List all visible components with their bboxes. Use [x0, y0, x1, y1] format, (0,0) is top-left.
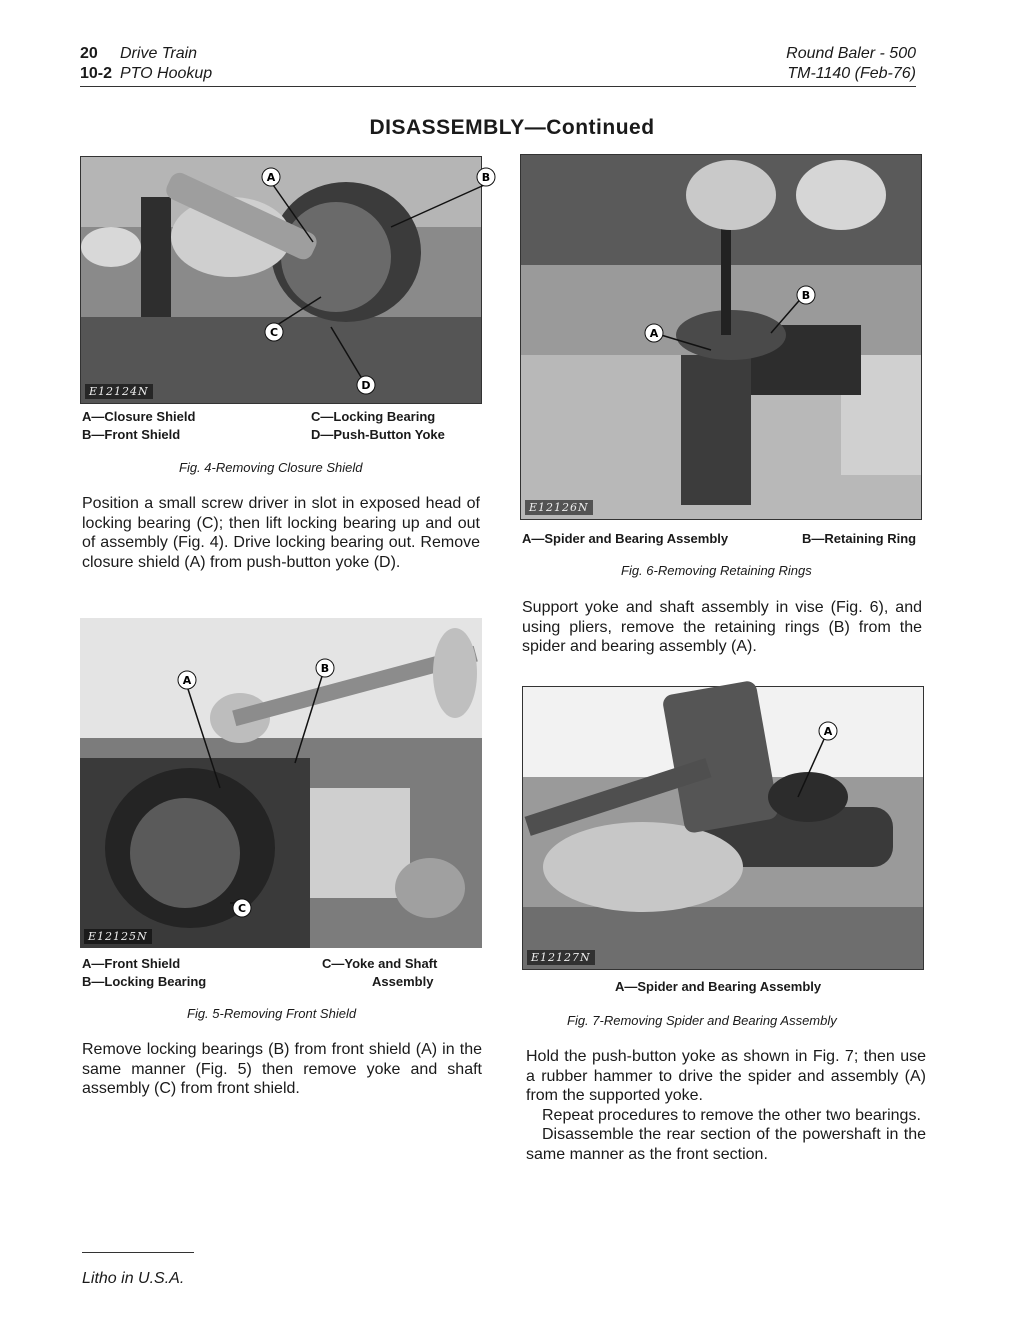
paragraph-6: Disassemble the rear section of the powershaft in the same manner as the front section.: [526, 1126, 926, 1163]
footer-litho: Litho in U.S.A.: [82, 1270, 185, 1287]
figure-6-legend-b: B—Retaining Ring: [802, 531, 917, 546]
callout-a: A: [823, 725, 833, 738]
figure-6-code: E12126N: [525, 500, 593, 515]
paragraph-5: Repeat procedures to remove the other two bearings.: [542, 1106, 921, 1124]
legend-item: B—Locking Bearing: [82, 974, 207, 989]
header-left: [80, 44, 212, 84]
figure-6-legend-a: A—Spider and Bearing Assembly: [522, 531, 729, 546]
footer-rule: [82, 1252, 194, 1253]
figure-7-code: E12127N: [527, 950, 595, 965]
figure-4-legend-right: [311, 408, 445, 444]
callout-b: B: [320, 662, 330, 675]
paragraph-text: Support yoke and shaft assembly in vise (Fig. 6), and using pliers, remove the retaining rings (B) from the spider and bearing assembly (A).: [522, 599, 922, 655]
section-name: Drive Train: [120, 45, 198, 62]
section-title: DISASSEMBLY—Continued: [369, 116, 655, 139]
callout-a: A: [649, 327, 659, 340]
callout-c: C: [237, 902, 247, 915]
legend-item: A—Front Shield: [82, 956, 181, 971]
callout-a: A: [266, 171, 276, 184]
callout-b: B: [481, 171, 491, 184]
callout-a: A: [182, 674, 192, 687]
figure-4-caption: Fig. 4-Removing Closure Shield: [179, 460, 363, 475]
figure-5-photo: [80, 618, 482, 948]
header-right: [786, 44, 916, 84]
legend-item: A—Closure Shield: [82, 409, 196, 424]
figure-5-code: E12125N: [84, 929, 152, 944]
page-number: 20: [80, 45, 98, 62]
paragraph-text: Position a small screw driver in slot in exposed head of locking bearing (C); then lift locking bearing up and out of assembly (Fig. 4). Drive locking bearing out. Remove closure shield (A) from push-button yoke (D).: [82, 495, 480, 571]
figure-6-photo: [520, 154, 922, 520]
figure-4-code: E12124N: [85, 384, 153, 399]
callout-b: B: [801, 289, 811, 302]
legend-item: D—Push-Button Yoke: [311, 427, 445, 442]
header-rule: [80, 86, 916, 87]
manual-id: TM-1140 (Feb-76): [787, 65, 916, 82]
figure-4-photo: [80, 156, 491, 404]
callout-d: D: [361, 379, 371, 392]
group-number: 10-2: [80, 65, 113, 82]
figure-7-caption: Fig. 7-Removing Spider and Bearing Assembly: [567, 1013, 837, 1028]
paragraph-3: [82, 1040, 482, 1099]
paragraph-group-right: [526, 1047, 926, 1164]
callout-c: C: [269, 326, 279, 339]
figure-7-legend-a: A—Spider and Bearing Assembly: [615, 979, 822, 994]
figure-6-caption: Fig. 6-Removing Retaining Rings: [621, 563, 812, 578]
legend-item: B—Front Shield: [82, 427, 181, 442]
figure-5-legend-left: [82, 955, 206, 991]
legend-item: C—Yoke and Shaft: [322, 956, 438, 971]
paragraph-4: Hold the push-button yoke as shown in Fig. 7; then use a rubber hammer to drive the spider and assembly (A) from the supported yoke.: [526, 1048, 926, 1104]
paragraph-2: [522, 598, 922, 657]
legend-item: Assembly: [372, 974, 434, 989]
figure-5-caption: Fig. 5-Removing Front Shield: [187, 1006, 357, 1021]
paragraph-1: [82, 494, 480, 572]
machine-name: Round Baler - 500: [786, 45, 916, 62]
figure-4-legend-left: [82, 408, 195, 444]
figure-5-legend-right: [322, 955, 437, 991]
legend-item: C—Locking Bearing: [311, 409, 436, 424]
paragraph-text: Remove locking bearings (B) from front shield (A) in the same manner (Fig. 5) then remove yoke and shaft assembly (C) from front shield.: [82, 1041, 482, 1097]
figure-7-photo: [522, 686, 924, 970]
group-name: PTO Hookup: [120, 65, 213, 82]
